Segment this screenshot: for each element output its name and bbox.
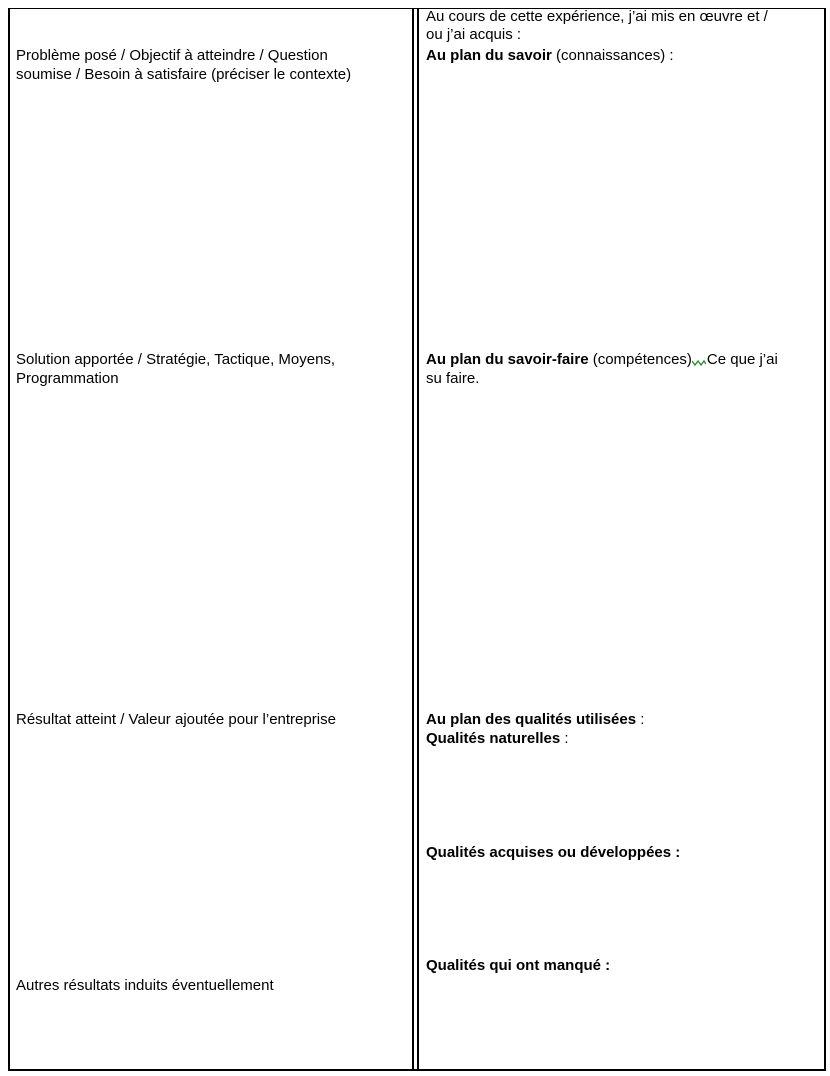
intro-line1: Au cours de cette expérience, j’ai mis en œuvre et / — [426, 8, 768, 25]
column-divider — [412, 8, 419, 1071]
probleme-label-line1: Problème posé / Objectif à atteindre / Question — [16, 47, 328, 64]
qualites-naturelles-heading — [426, 730, 569, 748]
probleme-label-line2: soumise / Besoin à satisfaire (préciser le contexte) — [16, 66, 352, 83]
qualites-acquises-bold: Qualités acquises ou développées : — [426, 844, 681, 861]
savoir-faire-bold: Au plan du savoir-faire — [426, 351, 589, 368]
qualites-acquises-heading — [426, 844, 680, 862]
qualites-manque-heading — [426, 957, 610, 975]
resultat-label: Résultat atteint / Valeur ajoutée pour l’entreprise — [16, 711, 336, 728]
qualites-utilisees-heading — [426, 711, 644, 729]
solution-label-line2: Programmation — [16, 370, 119, 387]
savoir-bold: Au plan du savoir — [426, 47, 552, 64]
savoir-faire-heading — [426, 351, 778, 369]
qualites-naturelles-bold: Qualités naturelles — [426, 730, 561, 747]
savoir-faire-line2: su faire. — [426, 370, 480, 387]
spellcheck-squiggle-icon — [692, 359, 706, 367]
qualites-naturelles-rest: : — [560, 730, 569, 747]
savoir-heading — [426, 47, 674, 65]
savoir-faire-rest: (compétences) — [588, 351, 692, 368]
solution-label-line1: Solution apportée / Stratégie, Tactique, Moyens, — [16, 351, 336, 368]
autres-resultats-label: Autres résultats induits éventuellement — [16, 977, 274, 994]
qualites-utilisees-rest: : — [636, 711, 645, 728]
intro-line2: ou j’ai acquis : — [426, 26, 522, 43]
savoir-rest: (connaissances) : — [551, 47, 674, 64]
qualites-manque-bold: Qualités qui ont manqué : — [426, 957, 611, 974]
savoir-faire-tail: Ce que j’ai — [706, 351, 778, 368]
qualites-utilisees-bold: Au plan des qualités utilisées — [426, 711, 637, 728]
